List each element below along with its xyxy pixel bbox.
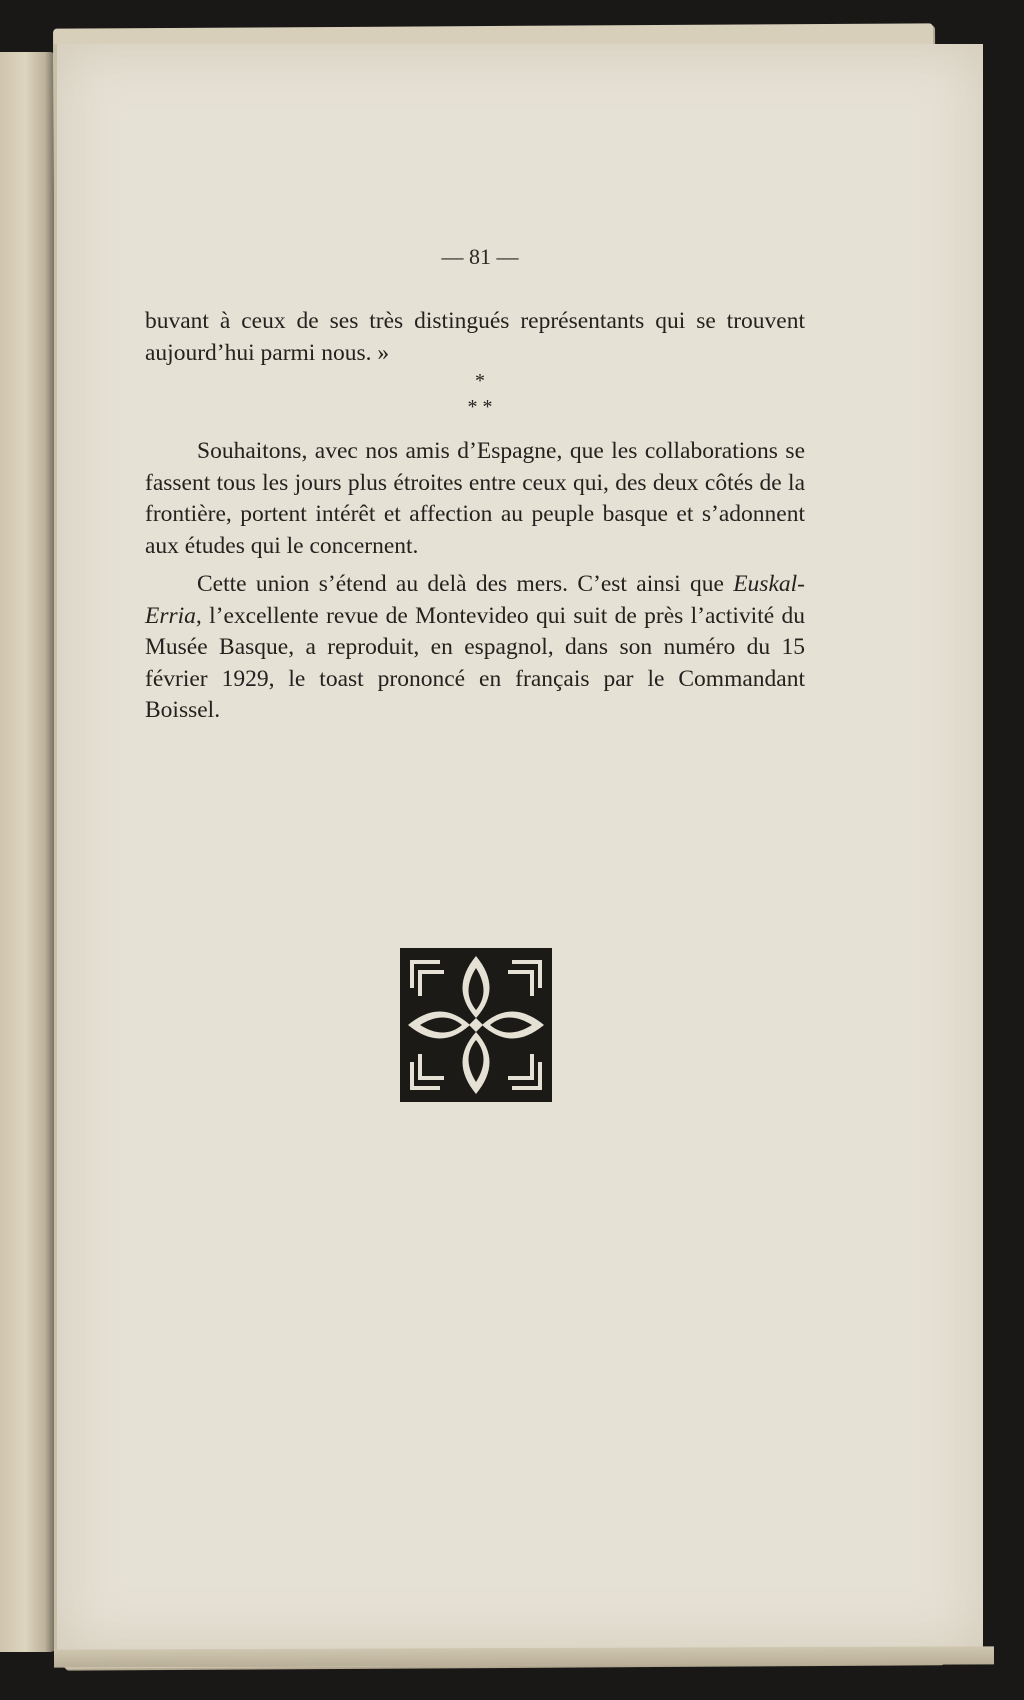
- facing-page-edge: [0, 52, 56, 1652]
- page: [54, 44, 983, 1652]
- paragraph-3-end: l’excellente revue de Montevideo qui suit de près l’activité du Musée Basque, a reproduit, en espagnol, dans son numéro du 15 février 1929, le toast prononcé en français par le Commandant Boissel.: [145, 602, 805, 723]
- page-bottom-edge: [54, 1646, 994, 1667]
- journal-title: Euskal-Erria,: [145, 571, 805, 629]
- paragraph-continuation: [145, 306, 805, 369]
- asterism-top: *: [475, 370, 485, 392]
- page-number: — 81 —: [441, 244, 519, 269]
- paragraph-2: Souhaitons, avec nos amis d’Espagne, que les collaborations se fassent tous les jours plus étroites entre ceux qui, des deux côtés de la frontière, portent intérêt et affection au peuple basque et s’adonnent aux études qui le concernent.: [145, 438, 805, 559]
- asterism: [430, 368, 530, 420]
- paragraph-3: [145, 569, 805, 727]
- asterism-bottom: * *: [467, 396, 493, 418]
- paragraph-1: buvant à ceux de ses très distingués représentants qui se trouvent aujourd’hui parmi nous. »: [145, 308, 805, 366]
- basque-floral-ornament-icon: [400, 948, 552, 1102]
- body-text: [145, 436, 805, 734]
- paragraph-3-start: Cette union s’étend au delà des mers. C’est ainsi que: [197, 571, 734, 597]
